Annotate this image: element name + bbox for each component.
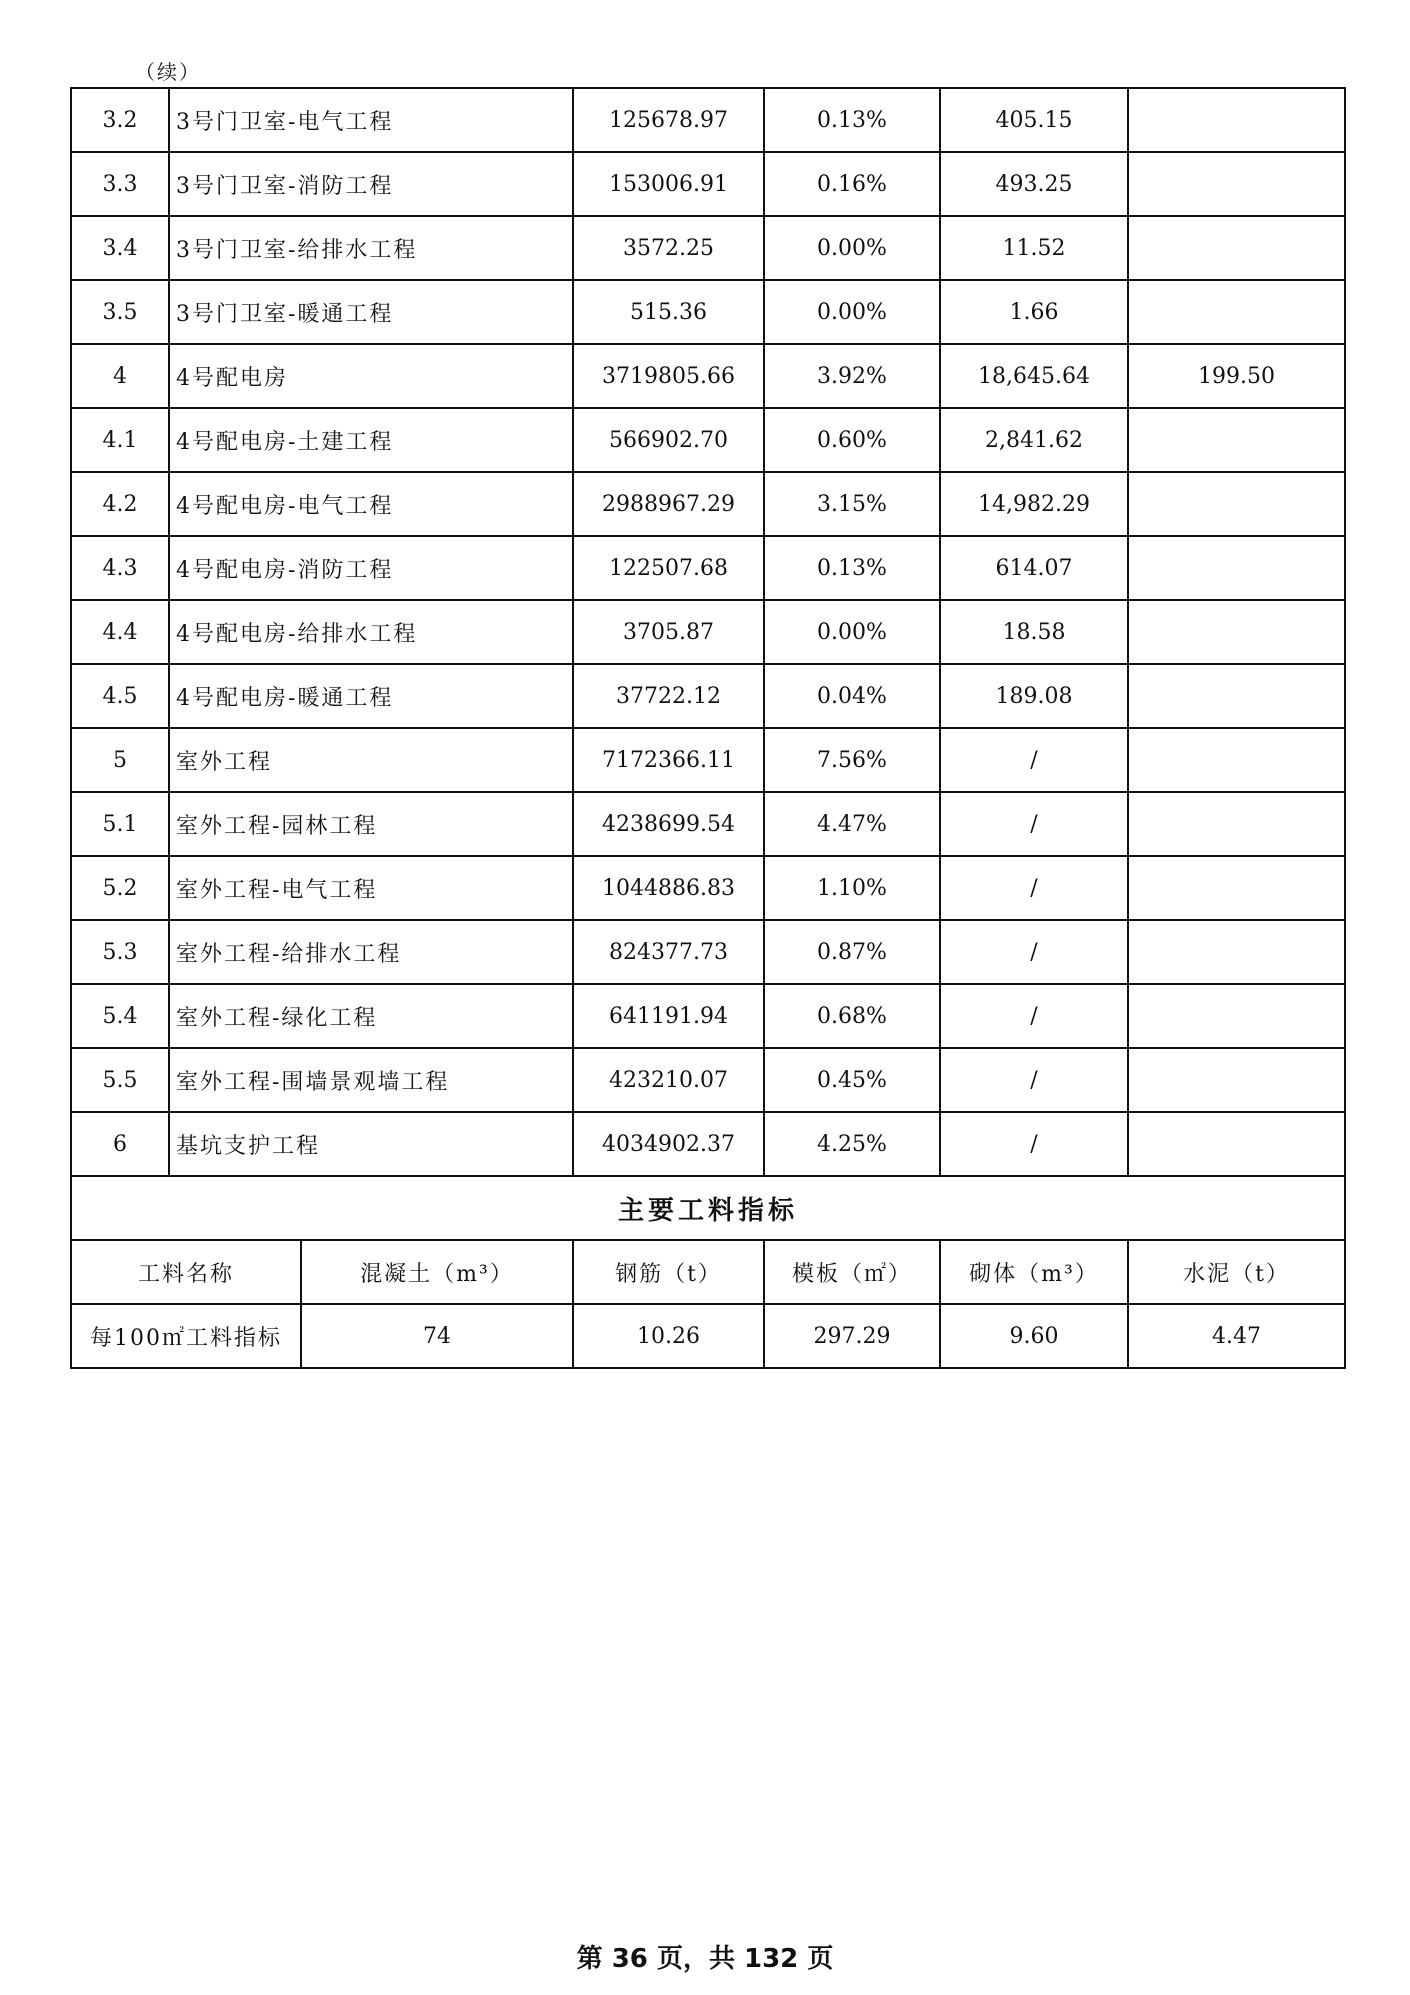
item-name: 3号门卫室-暖通工程 (169, 280, 573, 344)
item-amount: 4034902.37 (573, 1112, 764, 1176)
item-amount: 122507.68 (573, 536, 764, 600)
item-amount: 7172366.11 (573, 728, 764, 792)
item-percent: 0.04% (764, 664, 940, 728)
item-percent: 4.47% (764, 792, 940, 856)
item-name: 室外工程-给排水工程 (169, 920, 573, 984)
item-unit-cost: 493.25 (940, 152, 1128, 216)
item-number: 3.3 (71, 152, 169, 216)
item-name: 4号配电房 (169, 344, 573, 408)
item-extra (1128, 1048, 1345, 1112)
item-number: 3.5 (71, 280, 169, 344)
item-extra (1128, 216, 1345, 280)
page-footer: 第 36 页，共 132 页 (576, 1944, 834, 1974)
item-number: 3.4 (71, 216, 169, 280)
item-percent: 4.25% (764, 1112, 940, 1176)
materials-title-row (71, 1176, 1345, 1240)
materials-header-concrete: 混凝土（m³） (301, 1240, 573, 1304)
materials-title: 主要工料指标 (71, 1176, 1345, 1240)
item-name: 3号门卫室-给排水工程 (169, 216, 573, 280)
item-amount: 3705.87 (573, 600, 764, 664)
item-number: 4.5 (71, 664, 169, 728)
item-unit-cost: 14,982.29 (940, 472, 1128, 536)
item-name: 4号配电房-暖通工程 (169, 664, 573, 728)
item-unit-cost: 614.07 (940, 536, 1128, 600)
table-row (71, 600, 1345, 664)
table-row (71, 920, 1345, 984)
item-name: 室外工程-围墙景观墙工程 (169, 1048, 573, 1112)
item-extra (1128, 472, 1345, 536)
item-name: 4号配电房-电气工程 (169, 472, 573, 536)
item-extra (1128, 792, 1345, 856)
item-amount: 515.36 (573, 280, 764, 344)
item-extra (1128, 664, 1345, 728)
continued-label: （续） (135, 60, 201, 84)
table-row (71, 1048, 1345, 1112)
item-extra (1128, 408, 1345, 472)
table-row (71, 664, 1345, 728)
item-unit-cost: / (940, 792, 1128, 856)
item-unit-cost: 18.58 (940, 600, 1128, 664)
materials-header-cement: 水泥（t） (1128, 1240, 1345, 1304)
table-row (71, 280, 1345, 344)
item-amount: 125678.97 (573, 88, 764, 152)
item-extra (1128, 88, 1345, 152)
item-number: 5.5 (71, 1048, 169, 1112)
item-percent: 0.68% (764, 984, 940, 1048)
item-name: 室外工程-园林工程 (169, 792, 573, 856)
materials-value-cement: 4.47 (1128, 1304, 1345, 1368)
table-row (71, 856, 1345, 920)
item-extra (1128, 920, 1345, 984)
item-unit-cost: / (940, 920, 1128, 984)
materials-value-concrete: 74 (301, 1304, 573, 1368)
cost-table-body (71, 88, 1345, 1176)
item-number: 6 (71, 1112, 169, 1176)
table-row (71, 152, 1345, 216)
item-name: 4号配电房-给排水工程 (169, 600, 573, 664)
item-number: 5.4 (71, 984, 169, 1048)
item-name: 室外工程-电气工程 (169, 856, 573, 920)
item-percent: 3.15% (764, 472, 940, 536)
item-name: 室外工程 (169, 728, 573, 792)
item-extra (1128, 152, 1345, 216)
item-number: 4.2 (71, 472, 169, 536)
table-row (71, 216, 1345, 280)
item-percent: 0.87% (764, 920, 940, 984)
item-extra (1128, 600, 1345, 664)
item-number: 4.4 (71, 600, 169, 664)
item-extra (1128, 984, 1345, 1048)
item-number: 5.2 (71, 856, 169, 920)
item-percent: 0.00% (764, 280, 940, 344)
item-extra: 199.50 (1128, 344, 1345, 408)
materials-value-rebar: 10.26 (573, 1304, 764, 1368)
materials-header-masonry: 砌体（m³） (940, 1240, 1128, 1304)
item-unit-cost: / (940, 1048, 1128, 1112)
table-row (71, 984, 1345, 1048)
item-percent: 0.16% (764, 152, 940, 216)
cost-table (70, 87, 1346, 1369)
item-amount: 4238699.54 (573, 792, 764, 856)
item-amount: 153006.91 (573, 152, 764, 216)
item-percent: 0.13% (764, 536, 940, 600)
item-amount: 2988967.29 (573, 472, 764, 536)
item-unit-cost: 2,841.62 (940, 408, 1128, 472)
item-percent: 0.13% (764, 88, 940, 152)
materials-values-label: 每100㎡工料指标 (71, 1304, 301, 1368)
item-amount: 566902.70 (573, 408, 764, 472)
item-extra (1128, 856, 1345, 920)
item-unit-cost: 1.66 (940, 280, 1128, 344)
item-amount: 37722.12 (573, 664, 764, 728)
table-row (71, 536, 1345, 600)
materials-header-rebar: 钢筋（t） (573, 1240, 764, 1304)
item-number: 5.3 (71, 920, 169, 984)
item-name: 4号配电房-消防工程 (169, 536, 573, 600)
materials-header-formwork: 模板（㎡） (764, 1240, 940, 1304)
item-extra (1128, 536, 1345, 600)
item-amount: 3572.25 (573, 216, 764, 280)
item-name: 基坑支护工程 (169, 1112, 573, 1176)
item-unit-cost: / (940, 1112, 1128, 1176)
materials-value-formwork: 297.29 (764, 1304, 940, 1368)
item-name: 室外工程-绿化工程 (169, 984, 573, 1048)
item-amount: 641191.94 (573, 984, 764, 1048)
item-number: 4 (71, 344, 169, 408)
item-unit-cost: / (940, 984, 1128, 1048)
item-percent: 0.45% (764, 1048, 940, 1112)
materials-header-row (71, 1240, 1345, 1304)
item-unit-cost: / (940, 856, 1128, 920)
table-row (71, 792, 1345, 856)
materials-header-label: 工料名称 (71, 1240, 301, 1304)
table-row (71, 728, 1345, 792)
item-amount: 423210.07 (573, 1048, 764, 1112)
table-row (71, 88, 1345, 152)
item-unit-cost: 405.15 (940, 88, 1128, 152)
item-extra (1128, 728, 1345, 792)
item-extra (1128, 1112, 1345, 1176)
item-name: 4号配电房-土建工程 (169, 408, 573, 472)
item-number: 4.3 (71, 536, 169, 600)
item-number: 5 (71, 728, 169, 792)
table-row (71, 408, 1345, 472)
item-unit-cost: 189.08 (940, 664, 1128, 728)
materials-values-row (71, 1304, 1345, 1368)
item-number: 4.1 (71, 408, 169, 472)
item-unit-cost: 11.52 (940, 216, 1128, 280)
item-amount: 3719805.66 (573, 344, 764, 408)
item-amount: 824377.73 (573, 920, 764, 984)
item-percent: 0.60% (764, 408, 940, 472)
table-row (71, 472, 1345, 536)
item-percent: 0.00% (764, 216, 940, 280)
item-name: 3号门卫室-消防工程 (169, 152, 573, 216)
item-unit-cost: / (940, 728, 1128, 792)
item-number: 3.2 (71, 88, 169, 152)
item-percent: 7.56% (764, 728, 940, 792)
item-percent: 1.10% (764, 856, 940, 920)
item-unit-cost: 18,645.64 (940, 344, 1128, 408)
materials-section (71, 1176, 1345, 1368)
item-name: 3号门卫室-电气工程 (169, 88, 573, 152)
table-row (71, 1112, 1345, 1176)
item-number: 5.1 (71, 792, 169, 856)
item-percent: 3.92% (764, 344, 940, 408)
item-amount: 1044886.83 (573, 856, 764, 920)
materials-value-masonry: 9.60 (940, 1304, 1128, 1368)
item-extra (1128, 280, 1345, 344)
item-percent: 0.00% (764, 600, 940, 664)
table-row (71, 344, 1345, 408)
